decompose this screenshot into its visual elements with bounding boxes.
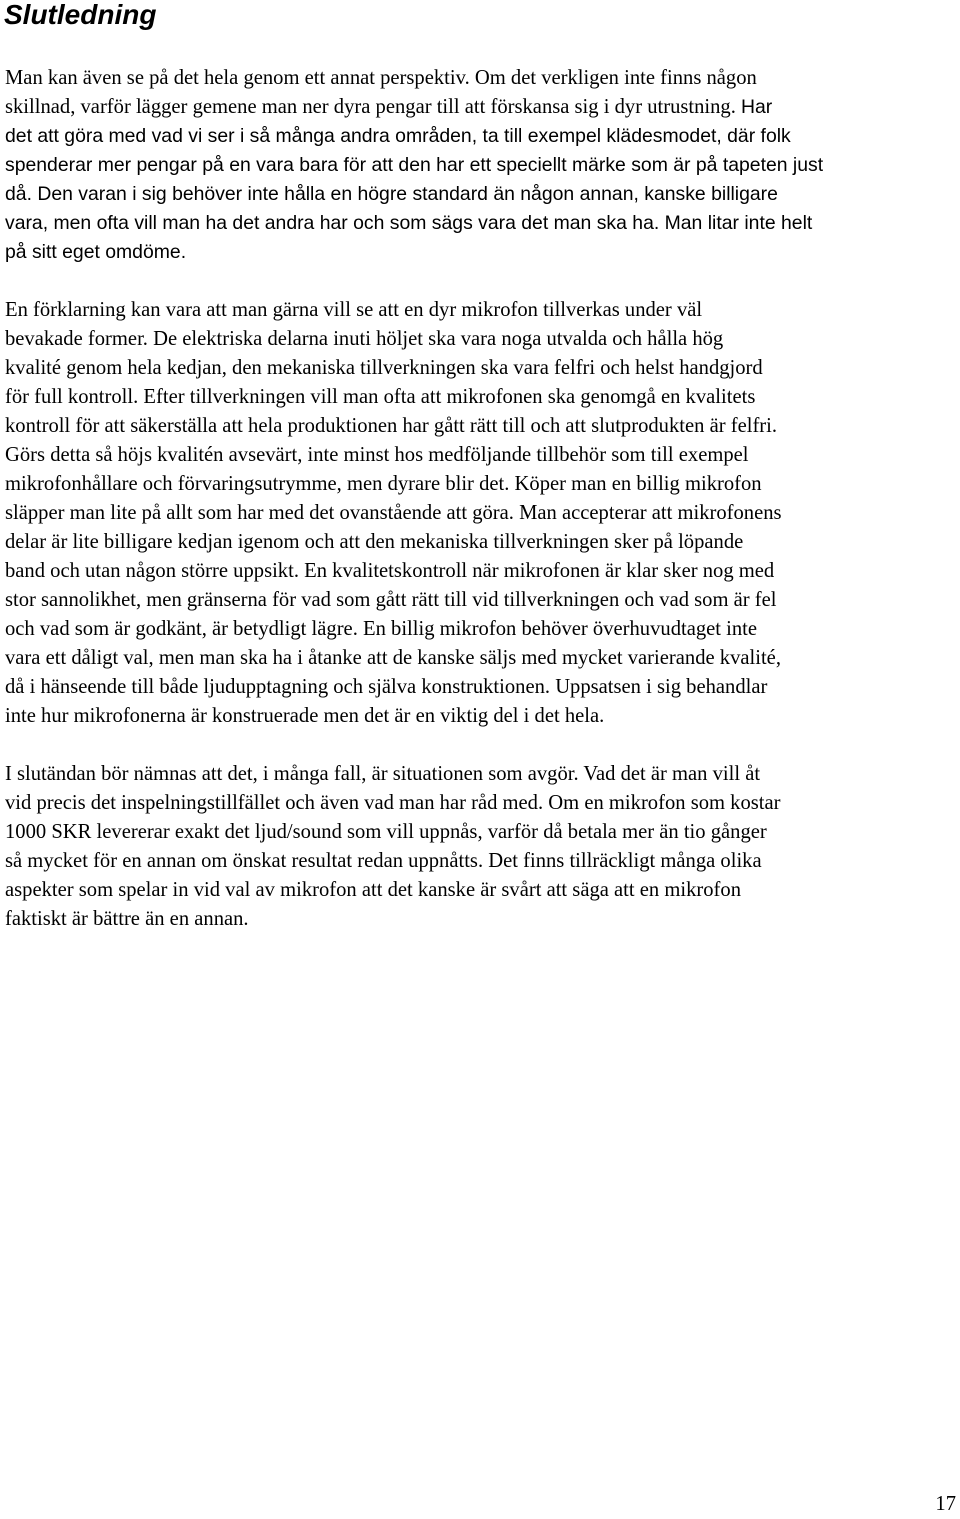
paragraph-1-serif-part: Man kan även se på det hela genom ett annat perspektiv. Om det verkligen inte finns någon skillnad, varför lägger gemene man ner dyra pengar till att förskansa sig i dyr utrustning. bbox=[5, 67, 757, 118]
section-heading: Slutledning bbox=[4, 0, 157, 30]
paragraph-2: En förklarning kan vara att man gärna vill se att en dyr mikrofon tillverkas under väl bevakade former. De elektriska delarna inuti höljet ska vara noga utvalda och hålla hög kvalité genom hela kedjan, den mekaniska tillverkningen ska vara felfri och helst handgjord för full kontroll. Efter tillverkningen vill man ofta att mikrofonen ska genomgå en kvalitets kontroll för att säkerställa att hela produktionen har gått rätt till och att slutprodukten är felfri. Görs detta så höjs kvalitén avsevärt, inte minst hos medföljande tillbehör som till exempel mikrofonhållare och förvaringsutrymme, men dyrare blir det. Köper man en billig mikrofon släpper man lite på allt som har med det ovanstående att göra. Man accepterar att mikrofonens delar är lite billigare kedjan igenom och att den mekaniska tillverkningen sker på löpande band och utan någon större uppsikt. En kvalitetskontroll när mikrofonen är klar sker nog med stor sannolikhet, men gränserna för vad som gått rätt till vid tillverkningen och vad som är fel och vad som är godkänt, är betydligt lägre. En billig mikrofon behöver överhuvudtaget inte vara ett dåligt val, men man ska ha i åtanke att de kanske säljs med mycket varierande kvalité, då i hänseende till både ljudupptagning och själva konstruktionen. Uppsatsen i sig behandlar inte hur mikrofonerna är konstruerade men det är en viktig del i det hela. bbox=[5, 299, 782, 727]
paragraph-1-sans-part: Har det att göra med vad vi ser i så många andra områden, ta till exempel klädesmodet, där folk spenderar mer pengar på en vara bara för att den har ett speciellt märke som är på tapeten just då. Den varan i sig behöver inte hålla en högre standard än någon annan, kanske billigare vara, men ofta vill man ha det andra har och som sägs vara det man ska ha. Man litar inte helt på sitt eget omdöme. bbox=[5, 96, 824, 263]
page-number: 17 bbox=[935, 1493, 956, 1515]
body-text bbox=[5, 64, 960, 963]
paragraph-1 bbox=[5, 64, 960, 267]
paragraph-3: I slutändan bör nämnas att det, i många fall, är situationen som avgör. Vad det är man vill åt vid precis det inspelningstillfället och även vad man har råd med. Om en mikrofon som kostar 1000 SKR levererar exakt det ljud/sound som vill uppnås, varför då betala mer än tio gånger så mycket för en annan om önskat resultat redan uppnåtts. Det finns tillräckligt många olika aspekter som spelar in vid val av mikrofon att det kanske är svårt att säga att en mikrofon faktiskt är bättre än en annan. bbox=[5, 763, 781, 930]
